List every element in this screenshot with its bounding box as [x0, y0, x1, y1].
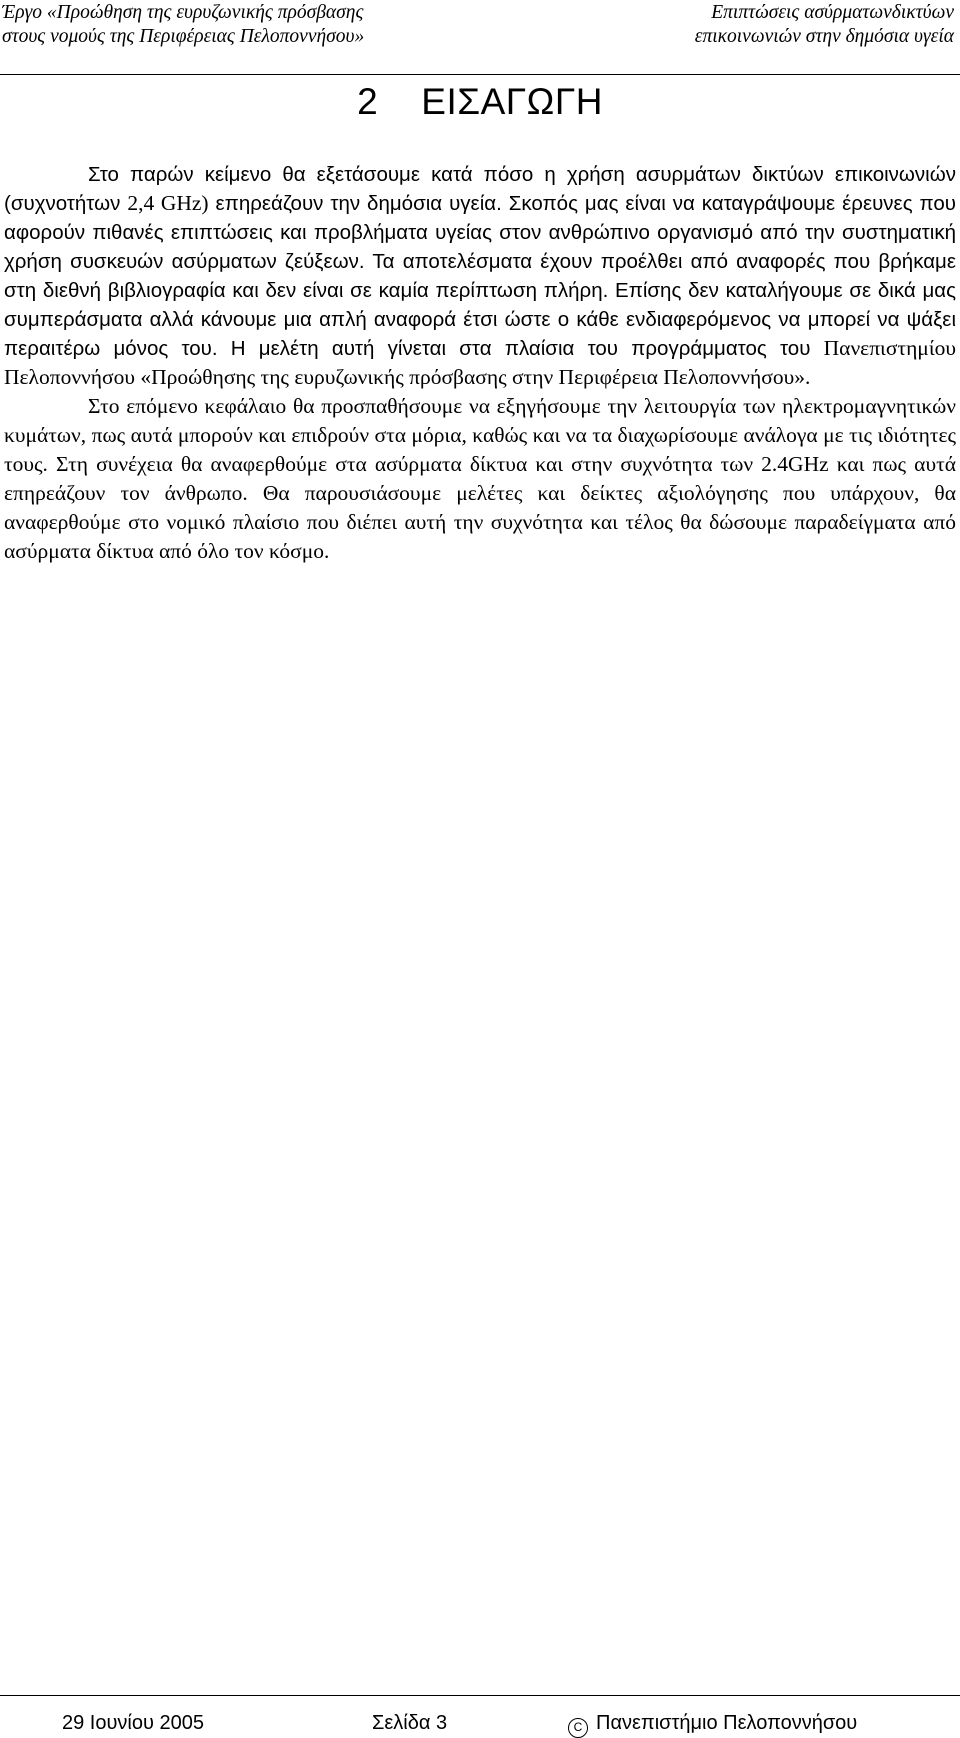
paragraph-1-frequency: 2,4 GHz) [127, 191, 209, 215]
footer-page-number: Σελίδα 3 [372, 1712, 448, 1734]
header-right [695, 1, 954, 49]
footer-copyright-text: Πανεπιστήμιο Πελοποννήσου [596, 1712, 858, 1734]
section-heading [0, 80, 960, 124]
header-topic-line-2: επικοινωνιών στην δημόσια υγεία [694, 26, 954, 47]
paragraph-2: Στο επόμενο κεφάλαιο θα προσπαθήσουμε να εξηγήσουμε την λειτουργία των ηλεκτρομαγνητικών κυμάτων, πως αυτά μπορούν και επιδρούν στα μόρια, καθώς και να τα διαχωρίσουμε ανάλογα με τις ιδιότητες τους. Στη συνέχεια θα αναφερθούμε στα ασύρματα δίκτυα και στην συχνότητα των 2.4GHz και πως αυτά επηρεάζουν τον άνθρωπο. Θα παρουσιάσουμε μελέτες και δείκτες αξιολόγησης που υπάρχουν, θα αναφερθούμε στο νομικό πλαίσιο που διέπει αυτή την συχνότητα και τέλος θα δώσουμε παραδείγματα από ασύρματα δίκτυα από όλο τον κόσμο. [4, 394, 956, 563]
paragraph-1-text-b: επηρεάζουν την δημόσια υγεία. Σκοπός μας είναι να καταγράψουμε έρευνες που αφορούν πιθανές επιπτώσεις και προβλήματα υγείας στον ανθρώπινο οργανισμό από την συστηματική χρήση συσκευών ασύρματων ζεύξεων. Τα αποτελέσματα έχουν προέλθει από αναφορές που βρήκαμε στη διεθνή βιβλιογραφία και δεν είναι σε καμία περίπτωση πλήρη. Επίσης δεν καταλήγουμε σε δικά μας συμπεράσματα αλλά κάνουμε μια απλή αναφορά έτσι ώστε ο κάθε ενδιαφερόμενος να μπορεί να ψάξει περαιτέρω μόνος του. Η μελέτη αυτή γίνεται στα πλαίσια του προγράμματος του [4, 192, 956, 360]
document-body [4, 160, 956, 566]
header-project-line-2: στους νομούς της Περιφέρειας Πελοποννήσου» [2, 26, 365, 47]
paragraph-1-text-c: Πανεπιστημίου Πελοποννήσου «Προώθησης της ευρυζωνικής πρόσβασης στην Περιφέρεια Πελοποννήσου». [4, 336, 957, 389]
section-number: 2 [357, 81, 379, 122]
header-project-line-1: Έργο «Προώθηση της ευρυζωνικής πρόσβασης [2, 2, 364, 23]
header-left [2, 1, 364, 49]
footer-date: 29 Ιουνίου 2005 [62, 1712, 204, 1734]
paragraph-1-text-a: Στο παρών κείμενο θα εξετάσουμε κατά πόσο η χρήση ασυρμάτων δικτύων επικοινωνιών (συχνοτήτων [4, 163, 956, 215]
footer-copyright [568, 1711, 857, 1738]
copyright-icon: C [568, 1718, 588, 1738]
page-header [0, 0, 960, 75]
header-topic-line-1: Επιπτώσεις ασύρματωνδικτύων [711, 2, 954, 23]
paragraph-1 [4, 160, 956, 392]
section-title: ΕΙΣΑΓΩΓΗ [421, 81, 603, 122]
page-footer [0, 1695, 960, 1736]
